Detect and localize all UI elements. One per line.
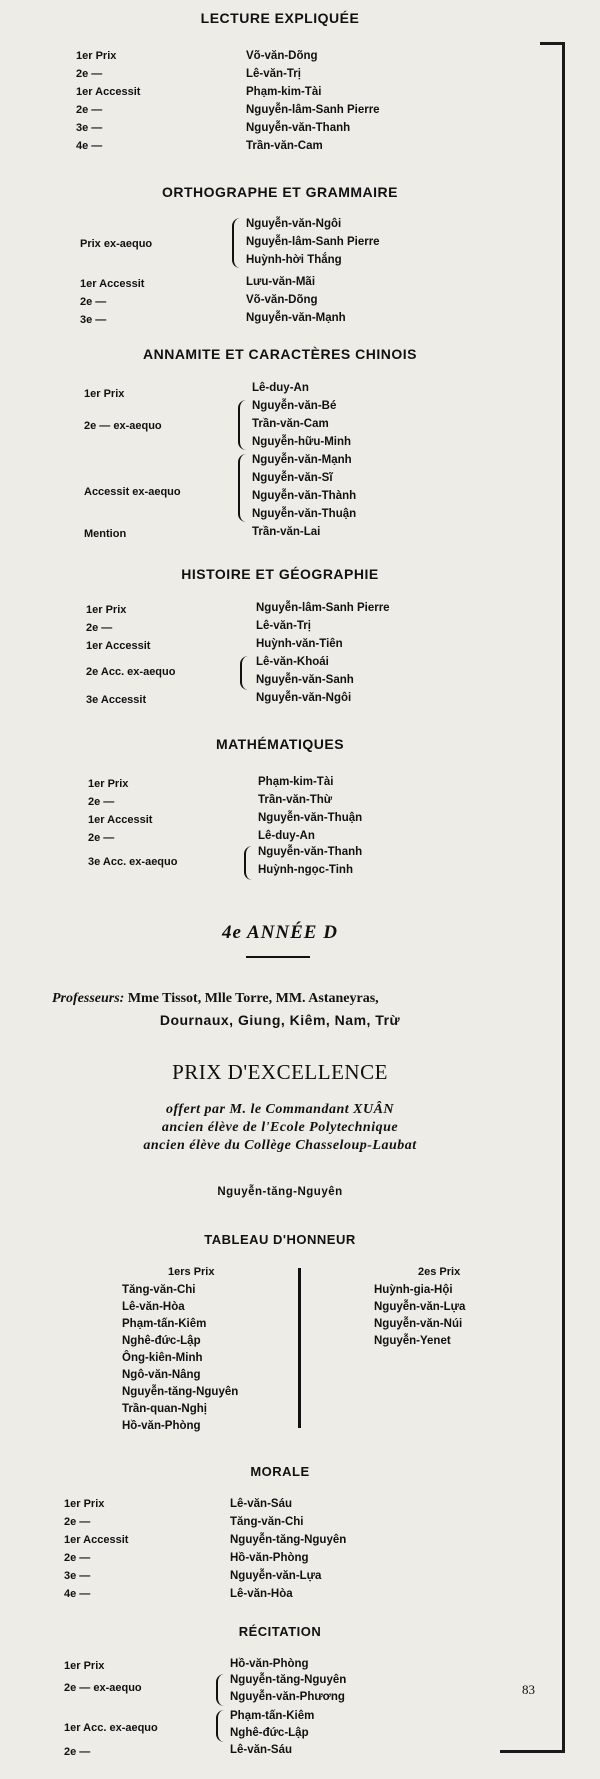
excellence-line: ancien élève de l'Ecole Polytechnique	[161, 1120, 399, 1135]
list-item: Lê-văn-Hòa	[122, 1301, 185, 1313]
row-label: 2e — ex-aequo	[84, 420, 162, 432]
row-name: Lê-văn-Sáu	[230, 1744, 292, 1756]
row-name: Nguyễn-văn-Thuận	[258, 812, 363, 824]
column-header: 1ers Prix	[168, 1266, 215, 1278]
row-label: 2e —	[88, 796, 115, 808]
row-label: 1er Prix	[88, 778, 129, 790]
row-name: Huỳnh-văn-Tiên	[256, 638, 343, 650]
row-name: Trần-văn-Lai	[252, 526, 321, 538]
professeurs-label: Professeurs:	[52, 991, 125, 1006]
row-label: 3e —	[64, 1570, 91, 1582]
row-name: Nguyễn-văn-Phương	[230, 1691, 345, 1703]
row-name: Lê-văn-Trị	[246, 68, 301, 80]
row-label: 2e —	[64, 1746, 91, 1758]
row-name: Nguyễn-văn-Thanh	[246, 122, 351, 134]
row-name: Nguyễn-tăng-Nguyên	[230, 1534, 347, 1546]
list-item: Hồ-văn-Phòng	[122, 1420, 201, 1432]
list-item: Huỳnh-gia-Hội	[374, 1284, 453, 1296]
row-name: Tăng-văn-Chi	[230, 1516, 304, 1528]
section-title: ORTHOGRAPHE ET GRAMMAIRE	[162, 184, 398, 200]
brace	[244, 846, 252, 880]
row-name: Lưu-văn-Mãi	[246, 276, 316, 288]
row-name: Phạm-kim-Tài	[258, 776, 334, 788]
list-item: Ngô-văn-Nâng	[122, 1369, 201, 1381]
class-heading: 4e ANNÉE D	[222, 922, 338, 943]
row-name: Nguyễn-văn-Mạnh	[246, 312, 346, 324]
row-label: 2e —	[80, 296, 107, 308]
row-name: Nghê-đức-Lập	[230, 1727, 309, 1739]
page-number: 83	[522, 1682, 535, 1697]
list-item: Nguyễn-Yenet	[374, 1335, 451, 1347]
row-name: Nguyễn-văn-Lựa	[230, 1570, 322, 1582]
row-label: 3e Acc. ex-aequo	[88, 856, 178, 868]
row-name: Nguyễn-văn-Bé	[252, 400, 337, 412]
row-label: 1er Prix	[76, 50, 117, 62]
section-title: RÉCITATION	[238, 1624, 322, 1639]
frame-line	[540, 42, 564, 45]
brace	[240, 656, 248, 690]
row-label: 1er Accessit	[76, 86, 141, 98]
row-name: Võ-văn-Dõng	[246, 294, 318, 306]
row-label: 2e —	[88, 832, 115, 844]
row-name: Nguyễn-hữu-Minh	[252, 436, 352, 448]
row-name: Nguyễn-văn-Mạnh	[252, 454, 352, 466]
excellence-title: PRIX D'EXCELLENCE	[172, 1060, 388, 1084]
row-label: 1er Prix	[84, 388, 125, 400]
row-name: Nguyễn-văn-Ngôi	[256, 692, 352, 704]
row-name: Nguyễn-văn-Thuận	[252, 508, 357, 520]
row-name: Trần-văn-Thừ	[258, 794, 333, 806]
section-title: LECTURE EXPLIQUÉE	[200, 10, 360, 26]
list-item: Tăng-văn-Chi	[122, 1284, 196, 1296]
brace	[232, 218, 240, 268]
row-name: Phạm-kim-Tài	[246, 86, 322, 98]
row-label: 1er Accessit	[80, 278, 145, 290]
section-title: MORALE	[250, 1464, 310, 1479]
row-name: Nguyễn-lâm-Sanh Pierre	[256, 602, 390, 614]
row-name: Nguyễn-tăng-Nguyên	[230, 1674, 347, 1686]
row-name: Nguyễn-văn-Sanh	[256, 674, 354, 686]
row-label: 2e —	[86, 622, 113, 634]
frame-line	[500, 1750, 565, 1753]
row-name: Nguyễn-văn-Thành	[252, 490, 357, 502]
row-name: Nguyễn-văn-Sĩ	[252, 472, 333, 484]
row-name: Phạm-tấn-Kiêm	[230, 1710, 315, 1722]
row-name: Hồ-văn-Phòng	[230, 1658, 309, 1670]
professeurs-names: Mme Tissot, Mlle Torre, MM. Astaneyras,	[127, 991, 379, 1006]
row-label: 2e —	[64, 1516, 91, 1528]
row-label: 1er Accessit	[88, 814, 153, 826]
section-title: ANNAMITE ET CARACTÈRES CHINOIS	[142, 346, 417, 362]
row-name: Võ-văn-Dõng	[246, 50, 318, 62]
excellence-line: ancien élève du Collège Chasseloup-Laubat	[143, 1138, 417, 1153]
row-name: Nguyễn-lâm-Sanh Pierre	[246, 104, 380, 116]
row-label: 4e —	[76, 140, 103, 152]
list-item: Phạm-tấn-Kiêm	[122, 1318, 207, 1330]
list-item: Nguyễn-văn-Núi	[374, 1318, 463, 1330]
row-name: Lê-văn-Trị	[256, 620, 311, 632]
section-title: TABLEAU D'HONNEUR	[204, 1232, 356, 1247]
row-label: Mention	[84, 528, 127, 540]
section-title: MATHÉMATIQUES	[215, 736, 345, 752]
row-name: Huỳnh-ngọc-Tinh	[258, 864, 353, 876]
excellence-line: offert par M. le Commandant XUÂN	[165, 1102, 395, 1117]
row-name: Lê-duy-An	[252, 382, 309, 394]
row-name: Lê-văn-Sáu	[230, 1498, 292, 1510]
row-name: Lê-duy-An	[258, 830, 315, 842]
row-name: Lê-văn-Hòa	[230, 1588, 293, 1600]
professeurs-names-2: Dournaux, Giung, Kiêm, Nam, Trừ	[159, 1012, 401, 1028]
row-label: 3e —	[76, 122, 103, 134]
column-separator	[298, 1268, 301, 1428]
brace	[238, 400, 246, 450]
row-label: 1er Accessit	[64, 1534, 129, 1546]
row-label: 2e —	[64, 1552, 91, 1564]
frame-line	[562, 42, 565, 1752]
row-name: Nguyễn-văn-Thanh	[258, 846, 363, 858]
row-label: 2e Acc. ex-aequo	[86, 666, 176, 678]
section-title: HISTOIRE ET GÉOGRAPHIE	[181, 566, 379, 582]
brace	[216, 1710, 224, 1742]
row-name: Lê-văn-Khoái	[256, 656, 329, 668]
row-name: Nguyễn-văn-Ngôi	[246, 218, 342, 230]
row-name: Hồ-văn-Phòng	[230, 1552, 309, 1564]
row-label: 3e Accessit	[86, 694, 147, 706]
row-label: 1er Prix	[86, 604, 127, 616]
row-label: 1er Acc. ex-aequo	[64, 1722, 158, 1734]
row-name: Huỳnh-hời Thắng	[246, 254, 342, 266]
row-label: 3e —	[80, 314, 107, 326]
heading-rule	[246, 956, 310, 958]
list-item: Trần-quan-Nghị	[122, 1403, 207, 1415]
column-header: 2es Prix	[418, 1266, 461, 1278]
excellence-winner: Nguyễn-tăng-Nguyên	[217, 1186, 343, 1198]
brace	[216, 1674, 224, 1706]
brace	[238, 454, 246, 522]
row-label: 1er Prix	[64, 1660, 105, 1672]
row-name: Trần-văn-Cam	[252, 418, 329, 430]
row-label: 2e —	[76, 68, 103, 80]
row-label: 4e —	[64, 1588, 91, 1600]
row-label: 2e — ex-aequo	[64, 1682, 142, 1694]
list-item: Nguyễn-tăng-Nguyên	[122, 1386, 239, 1398]
row-label: 2e —	[76, 104, 103, 116]
row-label: Accessit ex-aequo	[84, 486, 181, 498]
list-item: Nghê-đức-Lập	[122, 1335, 201, 1347]
row-name: Trần-văn-Cam	[246, 140, 323, 152]
list-item: Ông-kiên-Minh	[122, 1352, 203, 1364]
list-item: Nguyễn-văn-Lựa	[374, 1301, 466, 1313]
professeurs-line	[52, 990, 379, 1008]
row-label: 1er Accessit	[86, 640, 151, 652]
row-label: Prix ex-aequo	[80, 238, 153, 250]
row-label: 1er Prix	[64, 1498, 105, 1510]
row-name: Nguyễn-lâm-Sanh Pierre	[246, 236, 380, 248]
